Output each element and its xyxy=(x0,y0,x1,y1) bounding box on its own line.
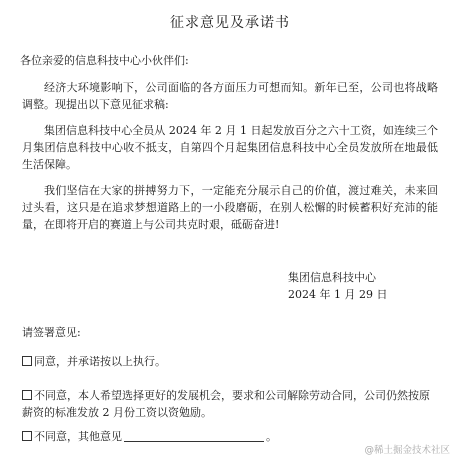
document-title: 征求意见及承诺书 xyxy=(170,15,290,31)
checkbox-icon[interactable] xyxy=(22,356,32,366)
paragraph-1: 经济大环境影响下，公司面临的各方面压力可想而知。新年已至，公司也将战略调整。现提出以下意见征求稿: xyxy=(22,81,438,111)
option-disagree-other-prefix: 不同意，其他意见 xyxy=(34,430,122,443)
checkbox-icon[interactable] xyxy=(22,390,32,400)
signature-org: 集团信息科技中心 xyxy=(288,271,376,284)
watermark-text: @稀土掘金技术社区 xyxy=(364,445,450,456)
review-label: 请签署意见: xyxy=(22,326,81,339)
paragraph-2: 集团信息科技中心全员从 2024 年 2 月 1 日起发放百分之六十工资，如连续三个月集团信息科技中心收不抵支，自第四个月起集团信息科技中心全员发放所在地最低生活保障。 xyxy=(22,124,438,171)
salutation: 各位亲爱的信息科技中心小伙伴们: xyxy=(20,54,189,67)
option-agree-text: 同意，并承诺按以上执行。 xyxy=(34,355,166,368)
option-disagree-leave[interactable] xyxy=(22,387,438,421)
option-agree[interactable] xyxy=(22,353,438,370)
signature-date: 2024 年 1 月 29 日 xyxy=(288,288,388,301)
option-disagree-leave-text: 不同意，本人希望选择更好的发展机会，要求和公司解除劳动合同，公司仍然按原薪资的标准发放 2 月份工资以资勉励。 xyxy=(22,389,430,419)
option-disagree-other-suffix: 。 xyxy=(266,430,277,443)
checkbox-icon[interactable] xyxy=(22,431,32,441)
paragraph-3: 我们坚信在大家的拼搏努力下，一定能充分展示自己的价值，渡过难关，未来回过头看，这只是在追求梦想道路上的一小段磨砺，在别人松懈的时候蓄积好充沛的能量，在即将开启的赛道上与公司共克时艰，砥砺奋进! xyxy=(22,184,438,231)
other-opinion-blank[interactable] xyxy=(124,430,264,442)
